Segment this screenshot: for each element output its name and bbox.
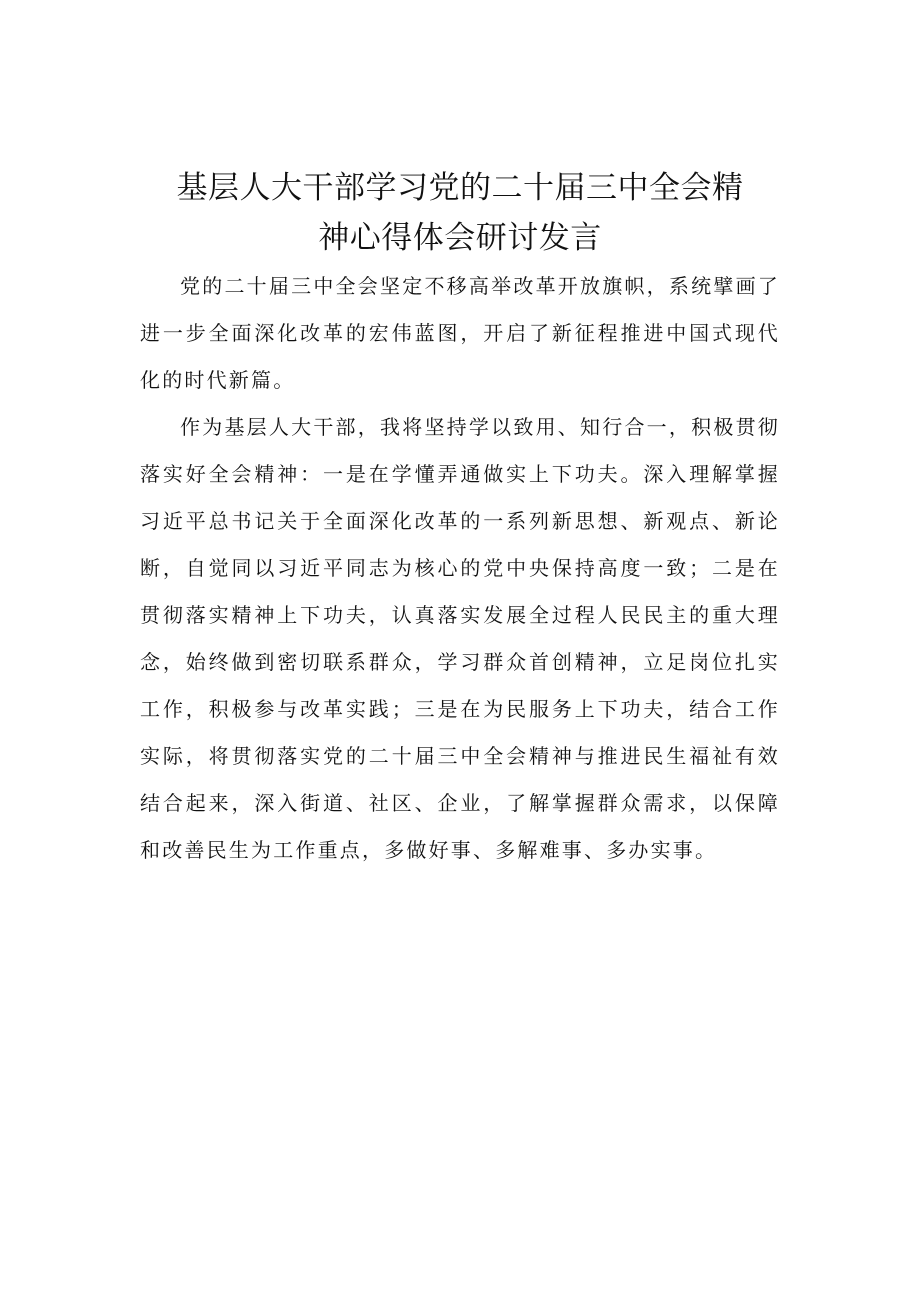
title-line-2: 神心得体会研讨发言 — [318, 219, 602, 256]
title-line-1: 基层人大干部学习党的二十届三中全会精 — [176, 169, 744, 206]
document-title — [140, 163, 780, 263]
paragraph-2: 作为基层人大干部，我将坚持学以致用、知行合一，积极贯彻落实好全会精神：一是在学懂弄通做实上下功夫。深入理解掌握习近平总书记关于全面深化改革的一系列新思想、新观点、新论断，自觉同以习近平同志为核心的党中央保持高度一致；二是在贯彻落实精神上下功夫，认真落实发展全过程人民民主的重大理念，始终做到密切联系群众，学习群众首创精神，立足岗位扎实工作，积极参与改革实践；三是在为民服务上下功夫，结合工作实际，将贯彻落实党的二十届三中全会精神与推进民生福祉有效结合起来，深入街道、社区、企业，了解掌握群众需求，以保障和改善民生为工作重点，多做好事、多解难事、多办实事。 — [140, 415, 780, 862]
paragraph-1: 党的二十届三中全会坚定不移高举改革开放旗帜，系统擘画了进一步全面深化改革的宏伟蓝图，开启了新征程推进中国式现代化的时代新篇。 — [140, 274, 780, 392]
document-body — [140, 263, 780, 874]
